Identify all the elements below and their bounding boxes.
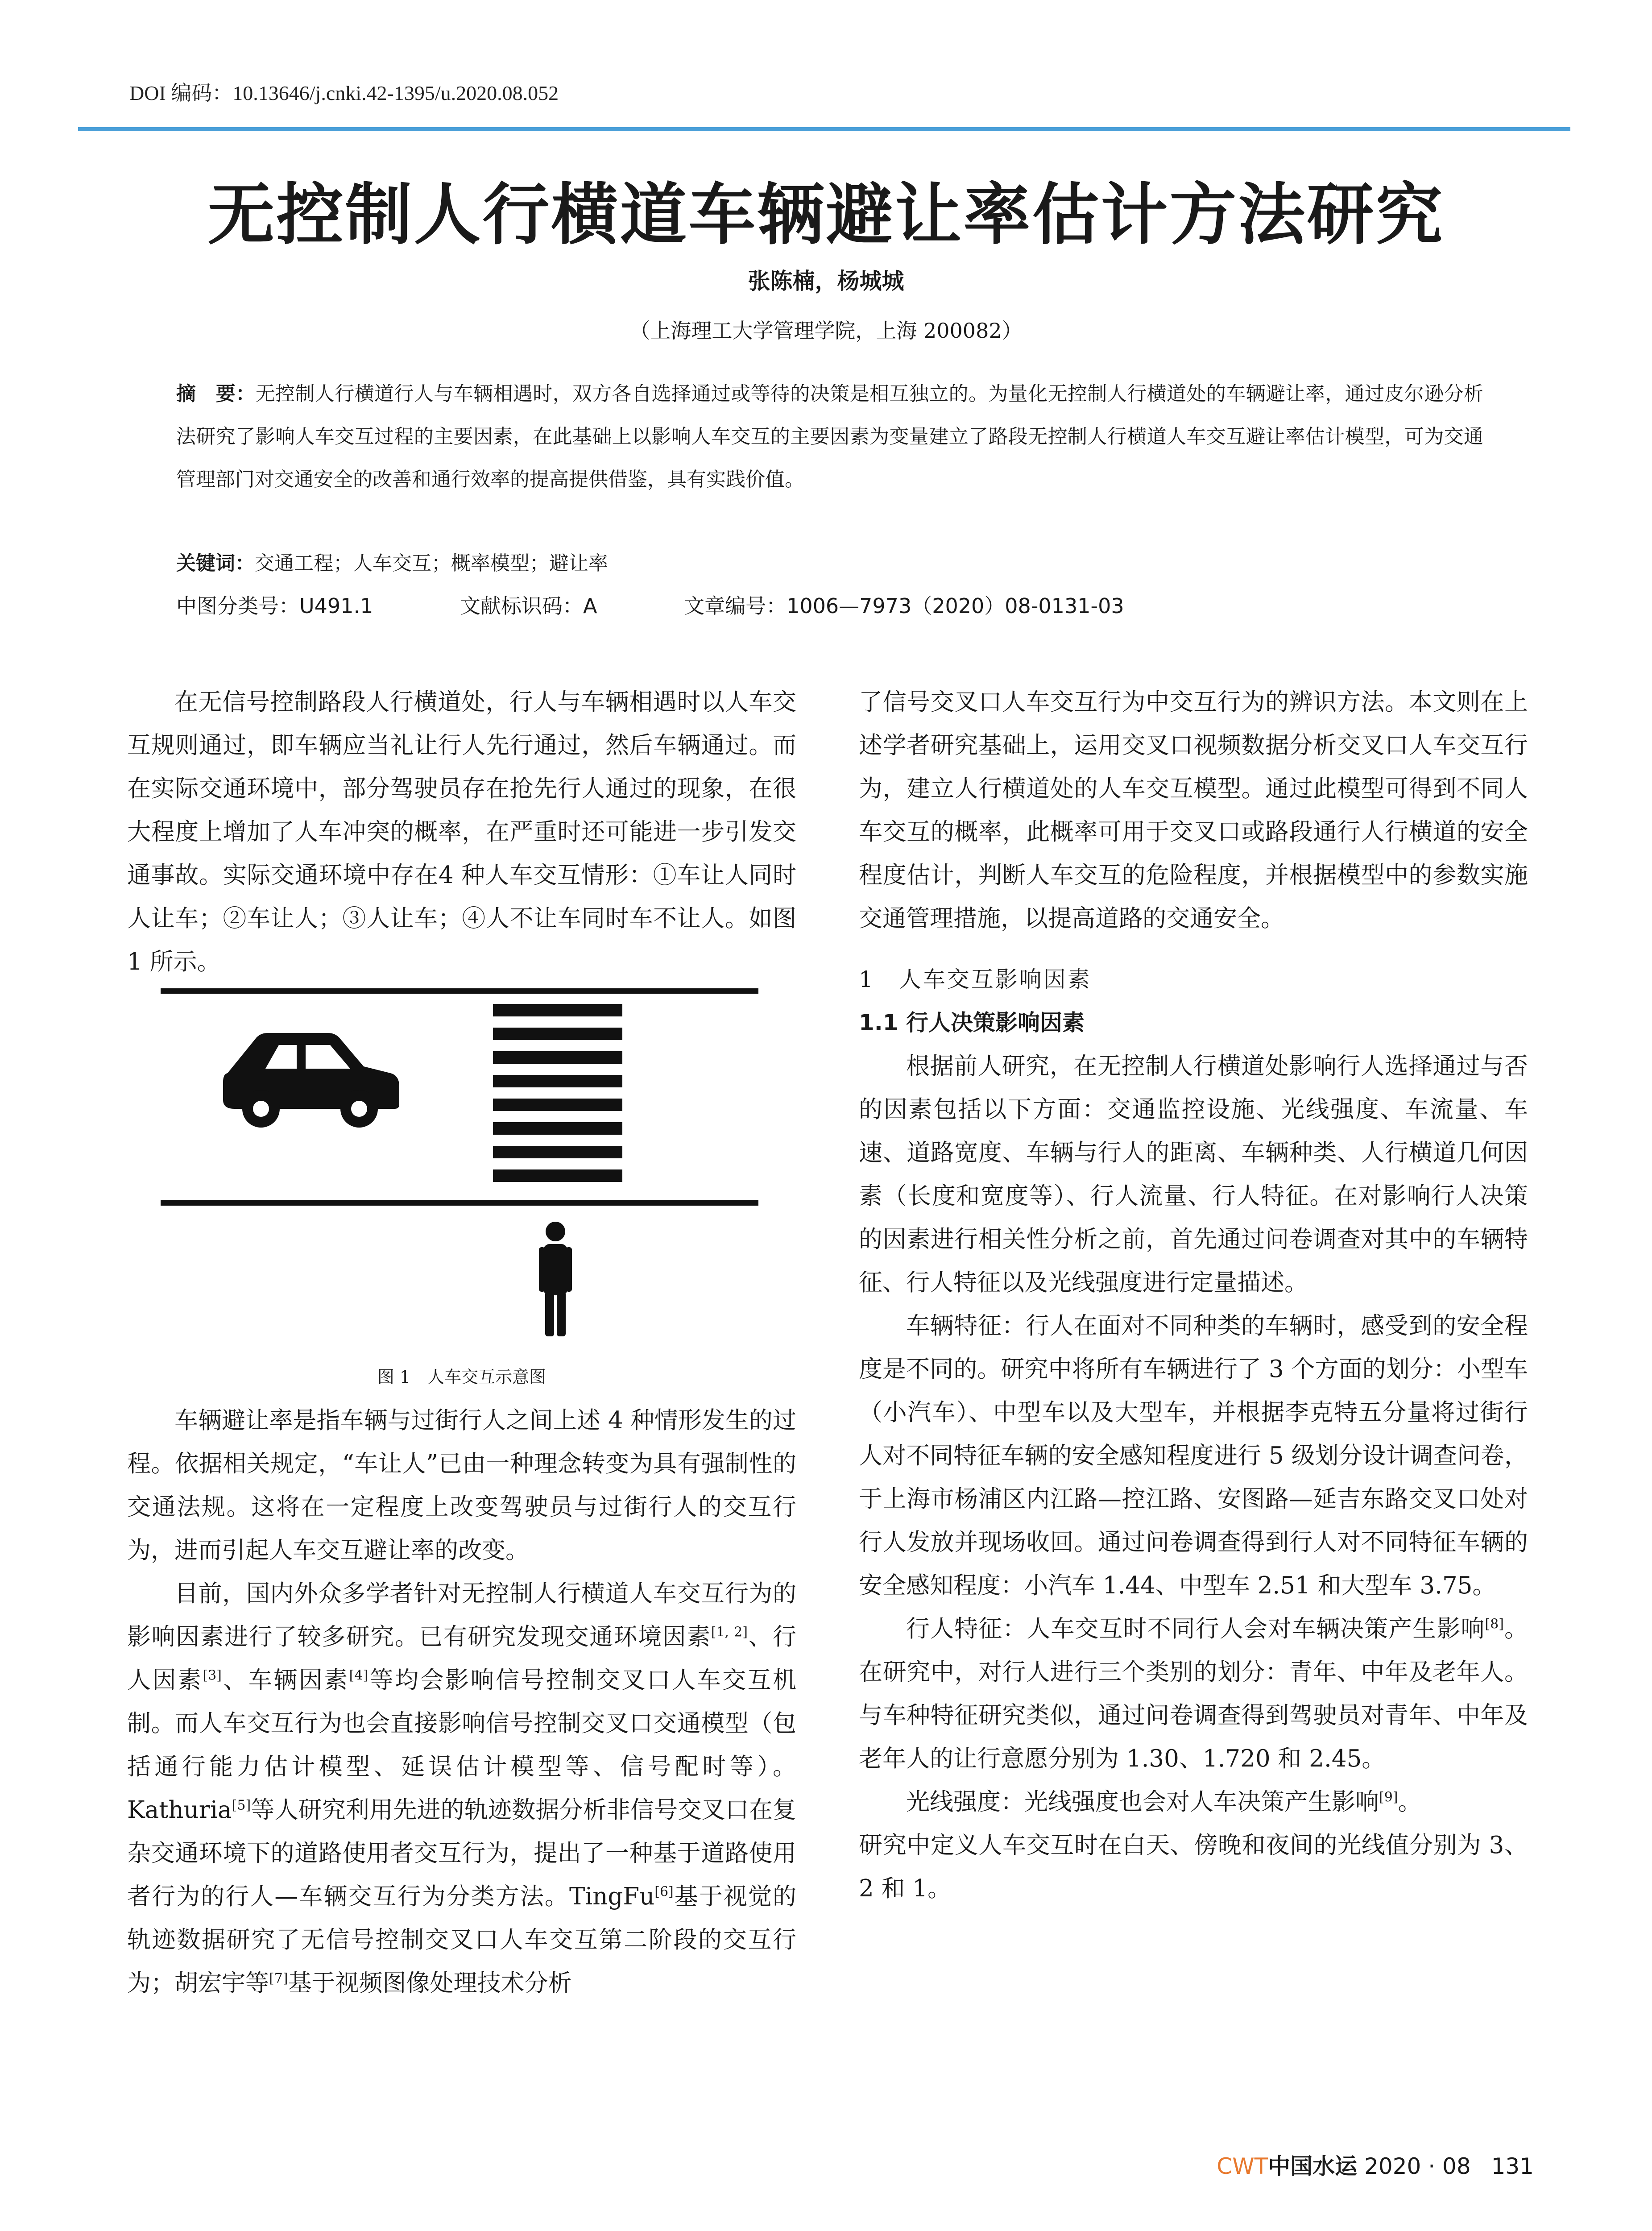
- crosswalk-stripes: [493, 1004, 622, 1182]
- paragraph: 车辆特征：行人在面对不同种类的车辆时，感受到的安全程度是不同的。研究中将所有车辆进行了 3 个方面的划分：小型车（小汽车）、中型车以及大型车，并根据李克特五分量将过街行人对不同特征车辆的安全感知程度进行 5 级划分设计调查问卷，于上海市杨浦区内江路—控江路、安图路—延吉东路交叉口处对行人发放并现场收回。通过问卷调查得到行人对不同特征车辆的安全感知程度：小汽车 1.44、中型车 2.51 和大型车 3.75。: [859, 1312, 1528, 1599]
- citation: [7]: [269, 1970, 288, 1986]
- classification-line: [176, 585, 1483, 627]
- document-code: 文献标识码：A: [460, 594, 597, 618]
- affiliation: （上海理工大学管理学院，上海 200082）: [629, 319, 1023, 343]
- citation: [5]: [232, 1797, 251, 1813]
- abstract-label: 摘 要：: [176, 382, 256, 405]
- article-number: 文章编号：1006—7973（2020）08-0131-03: [684, 594, 1124, 618]
- paragraph: 车辆避让率是指车辆与过街行人之间上述 4 种情形发生的过程。依据相关规定，“车让人”已由一种理念转变为具有强制性的交通法规。这将在一定程度上改变驾驶员与过街行人的交互行为，进而引起人车交互避让率的改变。: [127, 1407, 796, 1564]
- citation: [1, 2]: [711, 1624, 748, 1640]
- right-column: [859, 680, 1528, 1910]
- citation: [8]: [1485, 1616, 1504, 1632]
- road-edge-bottom: [161, 1200, 758, 1206]
- citation: [3]: [203, 1667, 222, 1684]
- citation: [9]: [1379, 1789, 1398, 1805]
- paragraph: 在无信号控制路段人行横道处，行人与车辆相遇时以人车交互规则通过，即车辆应当礼让行人先行通过，然后车辆通过。而在实际交通环境中，部分驾驶员存在抢先行人通过的现象，在很大程度上增加了人车冲突的概率，在严重时还可能进一步引发交通事故。实际交通环境中存在4 种人车交互情形：①车让人同时人让车；②车让人；③人让车；④人不让车同时车不让人。如图 1 所示。: [127, 688, 796, 975]
- cwt-logo: CWT: [1217, 2153, 1268, 2179]
- keywords-text: 交通工程；人车交互；概率模型；避让率: [255, 552, 608, 575]
- abstract: [176, 373, 1483, 501]
- header-rule: [78, 127, 1570, 131]
- road-edge-top: [161, 988, 758, 994]
- paragraph: 光线强度：光线强度也会对人车决策产生影响[9]。: [906, 1788, 1422, 1816]
- clc-number: 中图分类号：U491.1: [176, 594, 373, 618]
- abstract-text: 无控制人行横道行人与车辆相遇时，双方各自选择通过或等待的决策是相互独立的。为量化无控制人行横道处的车辆避让率，通过皮尔逊分析法研究了影响人车交互过程的主要因素，在此基础上以影响人车交互的主要因素为变量建立了路段无控制人行横道人车交互避让率估计模型，可为交通管理部门对交通安全的改善和通行效率的提高提供借鉴，具有实践价值。: [176, 382, 1484, 491]
- page-number: 131: [1491, 2153, 1534, 2179]
- keywords-label: 关键词：: [176, 552, 255, 575]
- citation: [6]: [654, 1884, 674, 1900]
- paragraph: 目前，国内外众多学者针对无控制人行横道人车交互行为的影响因素进行了较多研究。已有研究发现交通环境因素[1, 2]、行人因素[3]、车辆因素[4]等均会影响信号控制交叉口人车交互机制。而人车交互行为也会直接影响信号控制交叉口交通模型（包括通行能力估计模型、延误估计模型等、信号配时等）。Kathuria[5]等人研究利用先进的轨迹数据分析非信号交叉口在复杂交通环境下的道路使用者交互行为，提出了一种基于道路使用者行为的行人—车辆交互行为分类方法。TingFu[6]基于视觉的轨迹数据研究了无信号控制交叉口人车交互第二阶段的交互行为；胡宏宇等[7]基于视频图像处理技术分析: [127, 1580, 797, 1997]
- citation: [4]: [349, 1667, 368, 1684]
- section-heading-1: 1 人车交互影响因素: [859, 966, 1092, 992]
- doi-code: DOI 编码：10.13646/j.cnki.42-1395/u.2020.08.052: [129, 82, 559, 104]
- car-icon: [223, 1033, 399, 1128]
- subsection-heading-1-1: 1.1 行人决策影响因素: [859, 1010, 1085, 1036]
- paragraph: 了信号交叉口人车交互行为中交互行为的辨识方法。本文则在上述学者研究基础上，运用交叉口视频数据分析交叉口人车交互行为，建立人行横道处的人车交互模型。通过此模型可得到不同人车交互的概率，此概率可用于交叉口或路段通行人行横道的安全程度估计，判断人车交互的危险程度，并根据模型中的参数实施交通管理措施，以提高道路的交通安全。: [859, 688, 1528, 932]
- figure-1-illustration: [161, 988, 758, 1345]
- figure-1-caption: 图 1 人车交互示意图: [377, 1367, 547, 1387]
- page-footer: [1217, 2148, 1534, 2181]
- issue: 2020 · 08: [1364, 2153, 1471, 2179]
- journal-name: 中国水运: [1268, 2153, 1358, 2179]
- keywords: [176, 542, 1483, 585]
- paragraph: 行人特征：人车交互时不同行人会对车辆决策产生影响[8]。在研究中，对行人进行三个类别的划分：青年、中年及老年人。与车种特征研究类似，通过问卷调查得到驾驶员对青年、中年及老年人的让行意愿分别为 1.30、1.720 和 2.45。: [859, 1615, 1528, 1772]
- paragraph: 根据前人研究，在无控制人行横道处影响行人选择通过与否的因素包括以下方面：交通监控设施、光线强度、车流量、车速、道路宽度、车辆与行人的距离、车辆种类、人行横道几何因素（长度和宽度等）、行人流量、行人特征。在对影响行人决策的因素进行相关性分析之前，首先通过问卷调查对其中的车辆特征、行人特征以及光线强度进行定量描述。: [859, 1053, 1528, 1296]
- pedestrian-icon: [539, 1222, 572, 1336]
- paper-title: 无控制人行横道车辆避让率估计方法研究: [207, 175, 1445, 254]
- left-column-body: [127, 1399, 796, 2005]
- left-column-intro: [127, 680, 796, 983]
- paragraph: 研究中定义人车交互时在白天、傍晚和夜间的光线值分别为 3、2 和 1。: [859, 1832, 1528, 1902]
- authors: 张陈楠，杨城城: [748, 268, 904, 294]
